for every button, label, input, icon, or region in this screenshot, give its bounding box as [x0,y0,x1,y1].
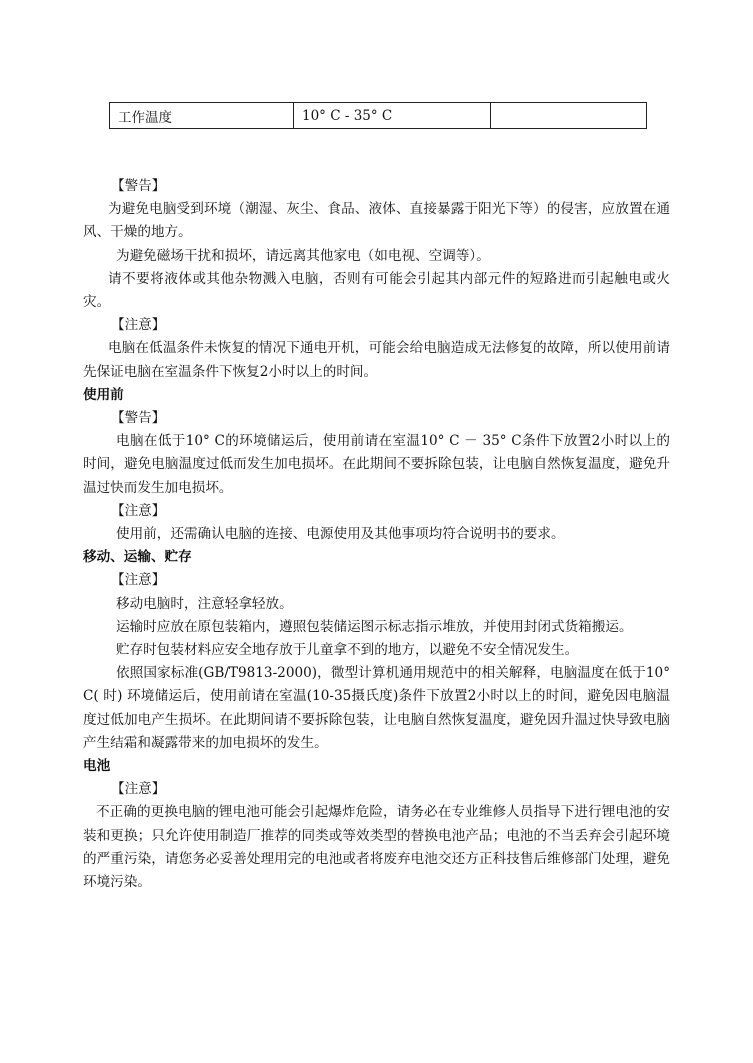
paragraph: 依照国家标准(GB/T9813-2000)，微型计算机通用规范中的相关解释，电脑温度在低于10° C( 时) 环境储运后，使用前请在室温(10-35摄氏度)条件下放置2小时以上的时间，避免因电脑温度过低加电产生损坏。在此期间请不要拆除包装，让电脑自然恢复温度，避免因升温过快导致电脑产生结霜和凝露带来的加电损坏的发生。 [83,665,670,751]
note-tag: 【注意】 [111,781,166,798]
paragraph: 电脑在低于10° C的环境储运后，使用前请在室温10° C － 35° C条件下放置2小时以上的时间，避免电脑温度过低而发生加电损坏。在此期间不要拆除包装，让电脑自然恢复温度，避免升温过快而发生加电损坏。 [83,433,670,496]
warning-tag: 【警告】 [111,410,166,427]
document-body [83,175,670,894]
paragraph: 运输时应放在原包装箱内，遵照包装储运图示标志指示堆放，并使用封闭式货箱搬运。 [116,618,633,635]
paragraph: 贮存时包装材料应安全地存放于儿童拿不到的地方，以避免不安全情况发生。 [116,642,579,659]
paragraph: 移动电脑时，注意轻拿轻放。 [116,595,293,612]
paragraph: 使用前，还需确认电脑的连接、电源使用及其他事项均符合说明书的要求。 [116,526,565,543]
paragraph: 为避免电脑受到环境（潮湿、灰尘、食品、液体、直接暴露于阳光下等）的侵害，应放置在通风、干燥的地方。 [83,201,670,241]
section-heading: 电池 [83,758,111,775]
paragraph: 不正确的更换电脑的锂电池可能会引起爆炸危险，请务必在专业维修人员指导下进行锂电池的安装和更换；只允许使用制造厂推荐的同类或等效类型的替换电池产品；电池的不当丢弃会引起环境的严重污染，请您务必妥善处理用完的电池或者将废弃电池交还方正科技售后维修部门处理，避免环境污染。 [83,804,670,891]
note-tag: 【注意】 [111,317,166,334]
table-row [110,103,647,129]
paragraph: 为避免磁场干扰和损坏，请远离其他家电（如电视、空调等）。 [116,247,490,264]
paragraph: 电脑在低温条件未恢复的情况下通电开机，可能会给电脑造成无法修复的故障，所以使用前请先保证电脑在室温条件下恢复2小时以上的时间。 [83,340,670,380]
paragraph: 请不要将液体或其他杂物溅入电脑，否则有可能会引起其内部元件的短路进而引起触电或火灾。 [83,270,670,311]
warning-tag: 【警告】 [111,178,166,194]
spec-table [109,102,647,129]
spec-label-cell: 工作温度 [110,103,294,129]
note-tag: 【注意】 [111,572,166,589]
section-heading: 移动、运输、贮存 [83,549,192,566]
note-tag: 【注意】 [111,502,166,519]
section-heading: 使用前 [83,386,124,403]
spec-note-cell [491,103,647,129]
spec-value-cell: 10° C - 35° C [294,103,491,129]
